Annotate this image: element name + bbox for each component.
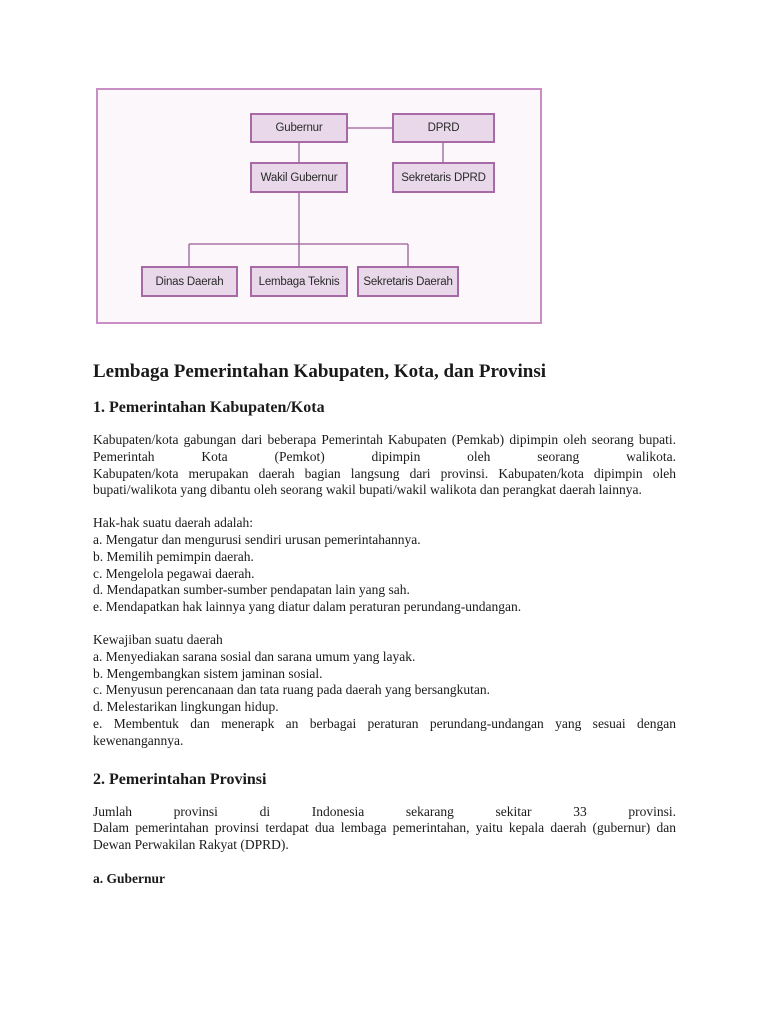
section-2-para-line-1: Jumlah provinsi di Indonesia sekarang sekitar 33 provinsi.	[93, 803, 676, 819]
section-1-intro-line-2: Kabupaten/kota merupakan daerah bagian langsung dari provinsi. Kabupaten/kota dipimpin oleh bupati/walikota yang dibantu oleh seorang wakil bupati/wakil walikota dan perangkat daerah lainnya.	[93, 465, 676, 498]
rights-item: c. Mengelola pegawai daerah.	[93, 565, 255, 581]
document-title: Lembaga Pemerintahan Kabupaten, Kota, dan Provinsi	[93, 361, 547, 382]
node-dprd: DPRD	[392, 113, 495, 143]
subsection-gubernur-heading: a. Gubernur	[93, 870, 166, 886]
node-wakil-gubernur: Wakil Gubernur	[250, 162, 348, 193]
node-gubernur: Gubernur	[250, 113, 348, 143]
duties-item: b. Mengembangkan sistem jaminan sosial.	[93, 665, 323, 681]
section-2-para-line-2: Dalam pemerintahan provinsi terdapat dua lembaga pemerintahan, yaitu kepala daerah (gubernur) dan Dewan Perwakilan Rakyat (DPRD).	[93, 820, 676, 853]
rights-item: a. Mengatur dan mengurusi sendiri urusan pemerintahannya.	[93, 531, 421, 547]
duties-item: c. Menyusun perencanaan dan tata ruang pada daerah yang bersangkutan.	[93, 682, 490, 698]
duties-heading: Kewajiban suatu daerah	[93, 631, 223, 647]
duties-item: a. Menyediakan sarana sosial dan sarana umum yang layak.	[93, 648, 416, 664]
node-sekretaris-dprd: Sekretaris DPRD	[392, 162, 495, 193]
rights-item: b. Memilih pemimpin daerah.	[93, 548, 254, 564]
section-2-heading: 2. Pemerintahan Provinsi	[93, 770, 267, 788]
rights-item: e. Mendapatkan hak lainnya yang diatur dalam peraturan perundang-undangan.	[93, 599, 522, 615]
org-chart	[96, 88, 542, 324]
rights-heading: Hak-hak suatu daerah adalah:	[93, 515, 254, 531]
document-body	[93, 360, 676, 888]
node-dinas-daerah: Dinas Daerah	[141, 266, 238, 297]
duties-item: e. Membentuk dan menerapk an berbagai peraturan perundang-undangan yang sesuai dengan kewenangannya.	[93, 715, 676, 748]
rights-item: d. Mendapatkan sumber-sumber pendapatan lain yang sah.	[93, 582, 410, 598]
section-1-heading: 1. Pemerintahan Kabupaten/Kota	[93, 399, 325, 416]
duties-item: d. Melestarikan lingkungan hidup.	[93, 699, 279, 715]
node-lembaga-teknis: Lembaga Teknis	[250, 266, 348, 297]
node-sekretaris-daerah: Sekretaris Daerah	[357, 266, 459, 297]
section-1-intro-line-1: Kabupaten/kota gabungan dari beberapa Pemerintah Kabupaten (Pemkab) dipimpin oleh seorang bupati. Pemerintah Kota (Pemkot) dipimpin oleh seorang walikota.	[93, 432, 676, 464]
